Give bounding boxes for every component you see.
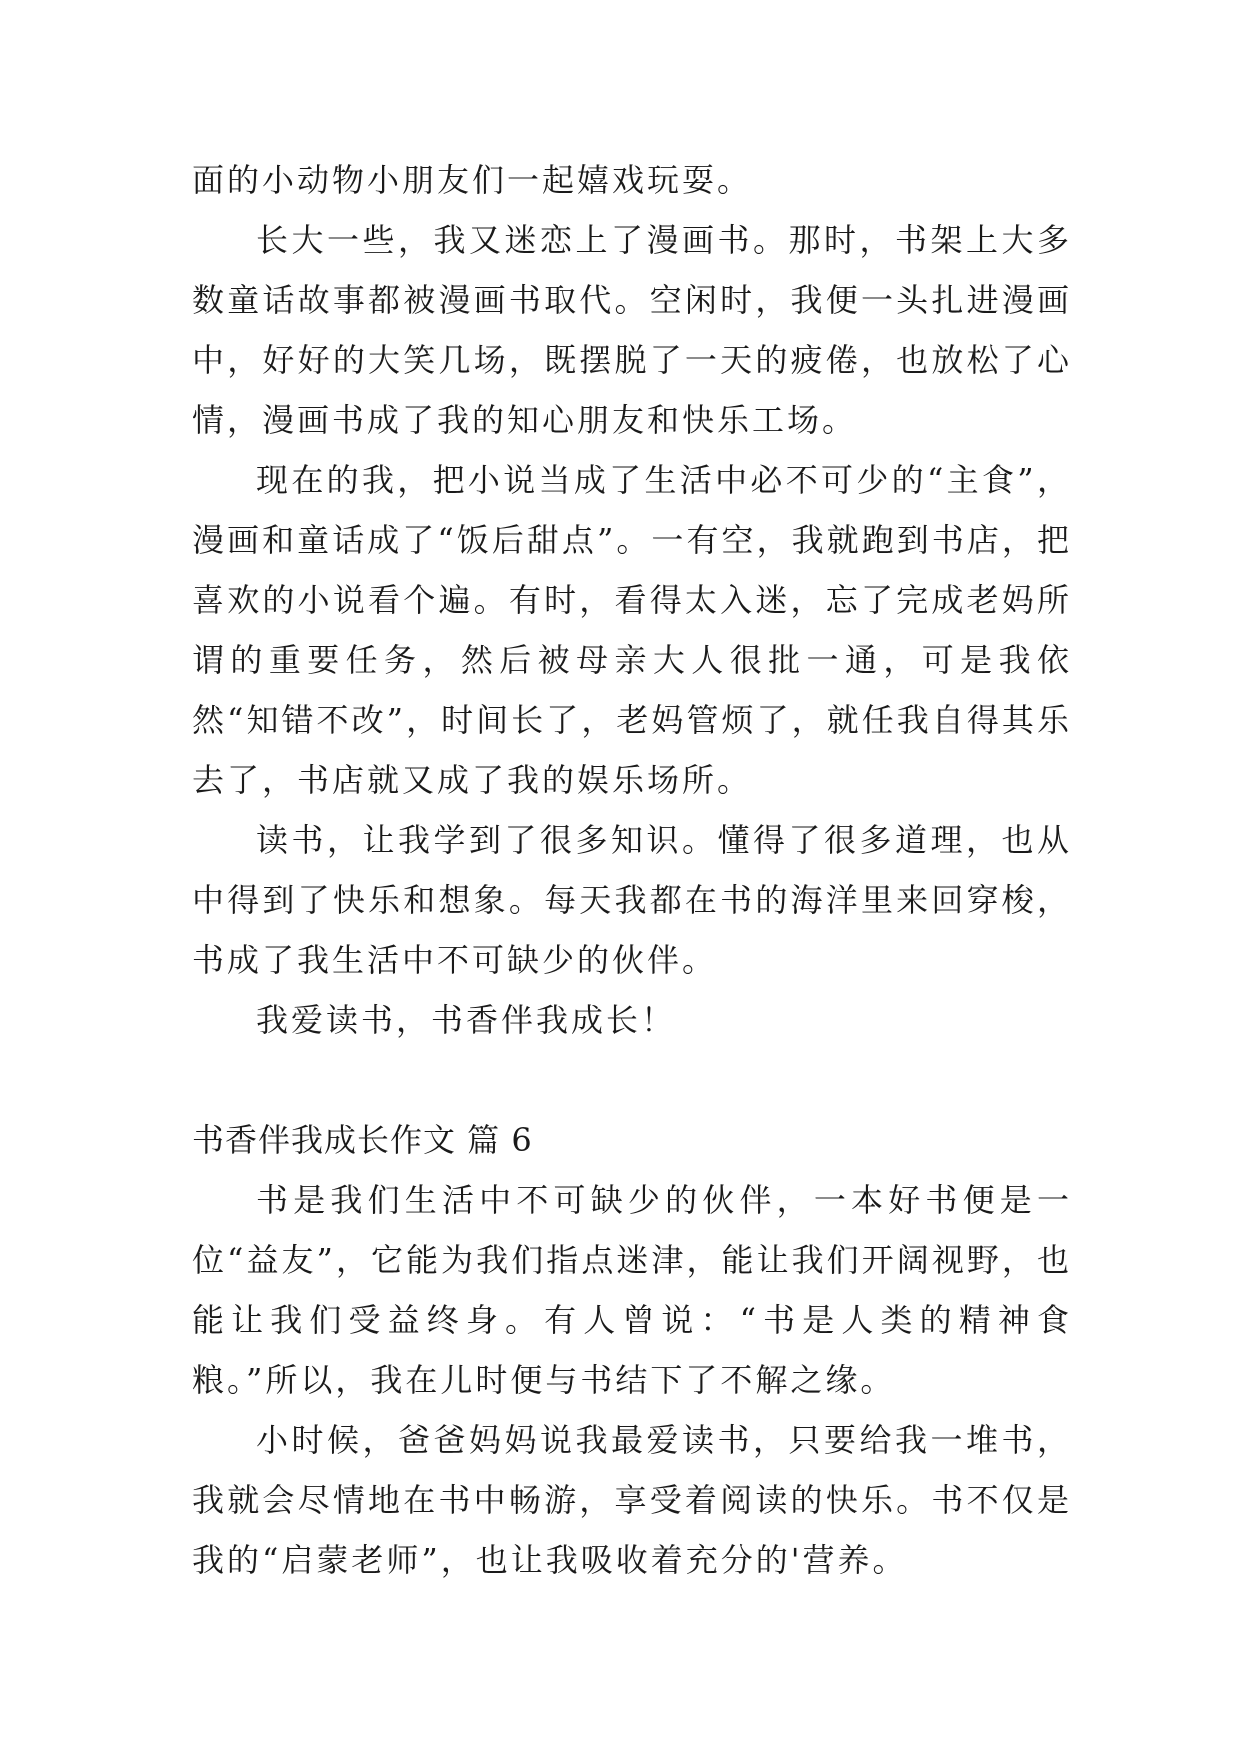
document-body [192,150,1072,1590]
paragraph-reading-benefits: 读书，让我学到了很多知识。懂得了很多道理，也从中得到了快乐和想象。每天我都在书的海洋里来回穿梭，书成了我生活中不可缺少的伙伴。 [192,821,1072,979]
paragraph-conclusion: 我爱读书，书香伴我成长！ [256,1001,677,1039]
paragraph-books-as-friends: 书是我们生活中不可缺少的伙伴，一本好书便是一位“益友”，它能为我们指点迷津，能让我们开阔视野，也能让我们受益终身。有人曾说：“书是人类的精神食粮。”所以，我在儿时便与书结下了不解之缘。 [192,1181,1072,1399]
paragraph-comics: 长大一些，我又迷恋上了漫画书。那时，书架上大多数童话故事都被漫画书取代。空闲时，我便一头扎进漫画中，好好的大笑几场，既摆脱了一天的疲倦，也放松了心情，漫画书成了我的知心朋友和快乐工场。 [192,221,1072,439]
paragraph-childhood: 小时候，爸爸妈妈说我最爱读书，只要给我一堆书，我就会尽情地在书中畅游，享受着阅读的快乐。书不仅是我的“启蒙老师”，也让我吸收着充分的'营养。 [192,1421,1072,1579]
section-heading: 书香伴我成长作文 篇 6 [192,1121,533,1159]
paragraph-continuation: 面的小动物小朋友们一起嬉戏玩耍。 [192,161,753,199]
section-gap [192,1050,1072,1110]
paragraph-novels: 现在的我，把小说当成了生活中必不可少的“主食”，漫画和童话成了“饭后甜点”。一有空，我就跑到书店，把喜欢的小说看个遍。有时，看得太入迷，忘了完成老妈所谓的重要任务，然后被母亲大人很批一通，可是我依然“知错不改”，时间长了，老妈管烦了，就任我自得其乐去了，书店就又成了我的娱乐场所。 [192,461,1072,799]
